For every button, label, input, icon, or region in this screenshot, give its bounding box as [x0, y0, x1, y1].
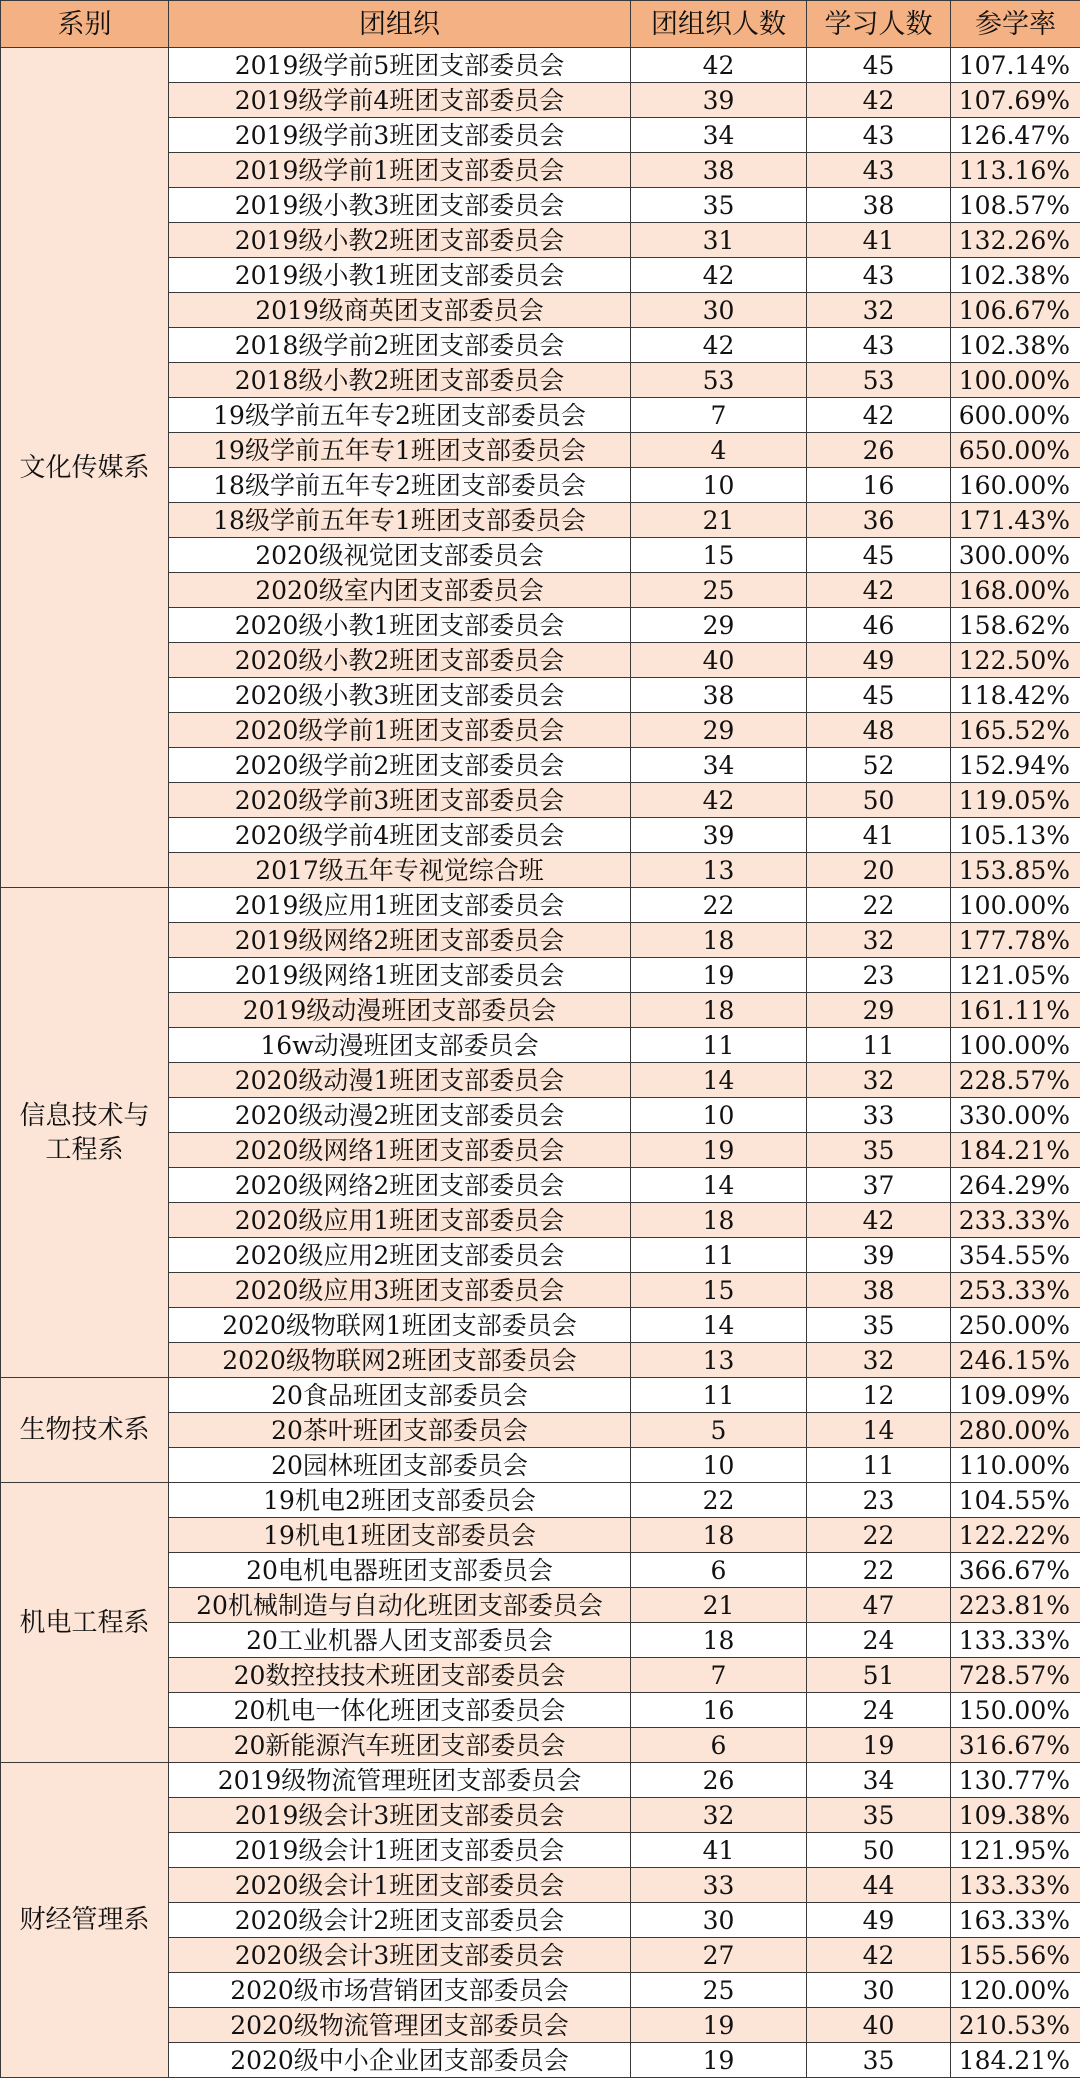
member-count-cell: 29 — [631, 713, 807, 748]
learner-count-cell: 22 — [807, 1553, 951, 1588]
member-count-cell: 41 — [631, 1833, 807, 1868]
organization-cell: 2019级动漫班团支部委员会 — [169, 993, 631, 1028]
learner-count-cell: 43 — [807, 153, 951, 188]
participation-rate-cell: 160.00% — [951, 468, 1080, 503]
learner-count-cell: 41 — [807, 223, 951, 258]
member-count-cell: 18 — [631, 1203, 807, 1238]
participation-rate-cell: 223.81% — [951, 1588, 1080, 1623]
learner-count-cell: 45 — [807, 678, 951, 713]
learner-count-cell: 41 — [807, 818, 951, 853]
organization-cell: 20电机电器班团支部委员会 — [169, 1553, 631, 1588]
member-count-cell: 40 — [631, 643, 807, 678]
header-participation-rate: 参学率 — [951, 1, 1080, 48]
learner-count-cell: 42 — [807, 83, 951, 118]
organization-cell: 2020级物流管理团支部委员会 — [169, 2008, 631, 2043]
member-count-cell: 34 — [631, 748, 807, 783]
participation-rate-cell: 107.69% — [951, 83, 1080, 118]
organization-cell: 2019级小教2班团支部委员会 — [169, 223, 631, 258]
member-count-cell: 14 — [631, 1168, 807, 1203]
participation-rate-cell: 210.53% — [951, 2008, 1080, 2043]
member-count-cell: 13 — [631, 1343, 807, 1378]
member-count-cell: 13 — [631, 853, 807, 888]
learner-count-cell: 35 — [807, 1308, 951, 1343]
department-cell: 文化传媒系 — [1, 48, 169, 888]
learner-count-cell: 49 — [807, 643, 951, 678]
member-count-cell: 4 — [631, 433, 807, 468]
participation-rate-cell: 161.11% — [951, 993, 1080, 1028]
organization-cell: 20新能源汽车班团支部委员会 — [169, 1728, 631, 1763]
organization-cell: 20数控技技术班团支部委员会 — [169, 1658, 631, 1693]
organization-cell: 2020级网络2班团支部委员会 — [169, 1168, 631, 1203]
member-count-cell: 10 — [631, 1448, 807, 1483]
learner-count-cell: 30 — [807, 1973, 951, 2008]
participation-rate-cell: 100.00% — [951, 363, 1080, 398]
member-count-cell: 26 — [631, 1763, 807, 1798]
organization-cell: 2019级学前3班团支部委员会 — [169, 118, 631, 153]
organization-cell: 2020级动漫1班团支部委员会 — [169, 1063, 631, 1098]
organization-cell: 20茶叶班团支部委员会 — [169, 1413, 631, 1448]
learner-count-cell: 22 — [807, 888, 951, 923]
organization-cell: 2020级视觉团支部委员会 — [169, 538, 631, 573]
participation-rate-cell: 130.77% — [951, 1763, 1080, 1798]
member-count-cell: 21 — [631, 1588, 807, 1623]
learner-count-cell: 45 — [807, 48, 951, 83]
learner-count-cell: 46 — [807, 608, 951, 643]
organization-cell: 16w动漫班团支部委员会 — [169, 1028, 631, 1063]
organization-cell: 2019级学前4班团支部委员会 — [169, 83, 631, 118]
learner-count-cell: 50 — [807, 783, 951, 818]
learner-count-cell: 49 — [807, 1903, 951, 1938]
learner-count-cell: 45 — [807, 538, 951, 573]
organization-cell: 19级学前五年专2班团支部委员会 — [169, 398, 631, 433]
participation-rate-cell: 158.62% — [951, 608, 1080, 643]
member-count-cell: 25 — [631, 573, 807, 608]
member-count-cell: 19 — [631, 2008, 807, 2043]
member-count-cell: 18 — [631, 1518, 807, 1553]
member-count-cell: 30 — [631, 293, 807, 328]
learner-count-cell: 38 — [807, 188, 951, 223]
organization-cell: 2020级市场营销团支部委员会 — [169, 1973, 631, 2008]
organization-cell: 2019级会计1班团支部委员会 — [169, 1833, 631, 1868]
member-count-cell: 42 — [631, 258, 807, 293]
member-count-cell: 22 — [631, 888, 807, 923]
learner-count-cell: 24 — [807, 1693, 951, 1728]
organization-cell: 2020级中小企业团支部委员会 — [169, 2043, 631, 2078]
participation-rate-cell: 122.22% — [951, 1518, 1080, 1553]
organization-cell: 2020级动漫2班团支部委员会 — [169, 1098, 631, 1133]
department-cell: 信息技术与工程系 — [1, 888, 169, 1378]
organization-cell: 2019级学前5班团支部委员会 — [169, 48, 631, 83]
learner-count-cell: 23 — [807, 958, 951, 993]
member-count-cell: 29 — [631, 608, 807, 643]
participation-rate-cell: 246.15% — [951, 1343, 1080, 1378]
learner-count-cell: 42 — [807, 398, 951, 433]
member-count-cell: 6 — [631, 1553, 807, 1588]
participation-rate-cell: 354.55% — [951, 1238, 1080, 1273]
learner-count-cell: 39 — [807, 1238, 951, 1273]
participation-rate-cell: 118.42% — [951, 678, 1080, 713]
organization-cell: 19级学前五年专1班团支部委员会 — [169, 433, 631, 468]
learner-count-cell: 47 — [807, 1588, 951, 1623]
learner-count-cell: 24 — [807, 1623, 951, 1658]
member-count-cell: 18 — [631, 923, 807, 958]
participation-rate-cell: 100.00% — [951, 888, 1080, 923]
member-count-cell: 42 — [631, 48, 807, 83]
organization-cell: 2017级五年专视觉综合班 — [169, 853, 631, 888]
organization-cell: 19机电2班团支部委员会 — [169, 1483, 631, 1518]
organization-cell: 20工业机器人团支部委员会 — [169, 1623, 631, 1658]
participation-rate-cell: 330.00% — [951, 1098, 1080, 1133]
participation-rate-cell: 122.50% — [951, 643, 1080, 678]
member-count-cell: 27 — [631, 1938, 807, 1973]
participation-rate-cell: 132.26% — [951, 223, 1080, 258]
learner-count-cell: 29 — [807, 993, 951, 1028]
member-count-cell: 16 — [631, 1693, 807, 1728]
learner-count-cell: 38 — [807, 1273, 951, 1308]
organization-cell: 2020级会计3班团支部委员会 — [169, 1938, 631, 1973]
participation-rate-cell: 366.67% — [951, 1553, 1080, 1588]
member-count-cell: 14 — [631, 1063, 807, 1098]
department-cell: 生物技术系 — [1, 1378, 169, 1483]
learner-count-cell: 35 — [807, 1133, 951, 1168]
participation-rate-cell: 150.00% — [951, 1693, 1080, 1728]
member-count-cell: 32 — [631, 1798, 807, 1833]
learner-count-cell: 43 — [807, 118, 951, 153]
learner-count-cell: 32 — [807, 293, 951, 328]
member-count-cell: 38 — [631, 153, 807, 188]
organization-cell: 2020级学前4班团支部委员会 — [169, 818, 631, 853]
organization-cell: 2020级小教3班团支部委员会 — [169, 678, 631, 713]
learner-count-cell: 42 — [807, 1938, 951, 1973]
participation-rate-cell: 280.00% — [951, 1413, 1080, 1448]
organization-cell: 2020级学前1班团支部委员会 — [169, 713, 631, 748]
learner-count-cell: 48 — [807, 713, 951, 748]
learner-count-cell: 35 — [807, 2043, 951, 2078]
learner-count-cell: 23 — [807, 1483, 951, 1518]
organization-cell: 2020级学前2班团支部委员会 — [169, 748, 631, 783]
member-count-cell: 11 — [631, 1028, 807, 1063]
participation-rate-cell: 121.95% — [951, 1833, 1080, 1868]
organization-cell: 2020级小教2班团支部委员会 — [169, 643, 631, 678]
organization-cell: 2019级小教1班团支部委员会 — [169, 258, 631, 293]
participation-rate-cell: 228.57% — [951, 1063, 1080, 1098]
participation-rate-cell: 650.00% — [951, 433, 1080, 468]
participation-rate-cell: 153.85% — [951, 853, 1080, 888]
learner-count-cell: 43 — [807, 258, 951, 293]
header-department: 系别 — [1, 1, 169, 48]
table-row — [1, 1763, 1080, 1798]
organization-cell: 2019级会计3班团支部委员会 — [169, 1798, 631, 1833]
participation-rate-cell: 102.38% — [951, 258, 1080, 293]
department-cell: 财经管理系 — [1, 1763, 169, 2078]
participation-rate-cell: 264.29% — [951, 1168, 1080, 1203]
learner-count-cell: 51 — [807, 1658, 951, 1693]
learner-count-cell: 12 — [807, 1378, 951, 1413]
organization-cell: 2020级室内团支部委员会 — [169, 573, 631, 608]
organization-cell: 2018级小教2班团支部委员会 — [169, 363, 631, 398]
organization-cell: 2019级商英团支部委员会 — [169, 293, 631, 328]
table-row — [1, 48, 1080, 83]
member-count-cell: 11 — [631, 1378, 807, 1413]
participation-rate-cell: 133.33% — [951, 1623, 1080, 1658]
member-count-cell: 21 — [631, 503, 807, 538]
participation-rate-cell: 300.00% — [951, 538, 1080, 573]
member-count-cell: 33 — [631, 1868, 807, 1903]
participation-rate-cell: 102.38% — [951, 328, 1080, 363]
learner-count-cell: 11 — [807, 1448, 951, 1483]
member-count-cell: 39 — [631, 818, 807, 853]
organization-cell: 20机电一体化班团支部委员会 — [169, 1693, 631, 1728]
organization-cell: 2019级网络2班团支部委员会 — [169, 923, 631, 958]
learner-count-cell: 32 — [807, 1343, 951, 1378]
learner-count-cell: 11 — [807, 1028, 951, 1063]
learner-count-cell: 16 — [807, 468, 951, 503]
organization-cell: 2020级会计1班团支部委员会 — [169, 1868, 631, 1903]
learner-count-cell: 53 — [807, 363, 951, 398]
table-row — [1, 1483, 1080, 1518]
member-count-cell: 19 — [631, 958, 807, 993]
participation-rate-cell: 106.67% — [951, 293, 1080, 328]
learner-count-cell: 32 — [807, 923, 951, 958]
participation-rate-cell: 600.00% — [951, 398, 1080, 433]
member-count-cell: 11 — [631, 1238, 807, 1273]
member-count-cell: 19 — [631, 1133, 807, 1168]
participation-rate-cell: 126.47% — [951, 118, 1080, 153]
learner-count-cell: 43 — [807, 328, 951, 363]
participation-rate-cell: 105.13% — [951, 818, 1080, 853]
participation-rate-cell: 104.55% — [951, 1483, 1080, 1518]
participation-rate-cell: 119.05% — [951, 783, 1080, 818]
member-count-cell: 15 — [631, 1273, 807, 1308]
member-count-cell: 35 — [631, 188, 807, 223]
organization-cell: 2020级应用3班团支部委员会 — [169, 1273, 631, 1308]
header-organization: 团组织 — [169, 1, 631, 48]
participation-rate-cell: 108.57% — [951, 188, 1080, 223]
participation-rate-cell: 113.16% — [951, 153, 1080, 188]
participation-rate-cell: 250.00% — [951, 1308, 1080, 1343]
organization-cell: 2020级学前3班团支部委员会 — [169, 783, 631, 818]
participation-rate-cell: 163.33% — [951, 1903, 1080, 1938]
learner-count-cell: 36 — [807, 503, 951, 538]
participation-rate-cell: 168.00% — [951, 573, 1080, 608]
learner-count-cell: 42 — [807, 1203, 951, 1238]
member-count-cell: 42 — [631, 783, 807, 818]
header-member-count: 团组织人数 — [631, 1, 807, 48]
member-count-cell: 30 — [631, 1903, 807, 1938]
participation-rate-cell: 171.43% — [951, 503, 1080, 538]
participation-rate-cell: 133.33% — [951, 1868, 1080, 1903]
member-count-cell: 34 — [631, 118, 807, 153]
member-count-cell: 42 — [631, 328, 807, 363]
learner-count-cell: 37 — [807, 1168, 951, 1203]
organization-cell: 2020级物联网2班团支部委员会 — [169, 1343, 631, 1378]
learner-count-cell: 32 — [807, 1063, 951, 1098]
participation-rate-cell: 233.33% — [951, 1203, 1080, 1238]
organization-cell: 2019级小教3班团支部委员会 — [169, 188, 631, 223]
organization-cell: 2020级会计2班团支部委员会 — [169, 1903, 631, 1938]
learner-count-cell: 20 — [807, 853, 951, 888]
learner-count-cell: 33 — [807, 1098, 951, 1133]
member-count-cell: 15 — [631, 538, 807, 573]
header-learner-count: 学习人数 — [807, 1, 951, 48]
participation-rate-cell: 184.21% — [951, 1133, 1080, 1168]
organization-cell: 18级学前五年专2班团支部委员会 — [169, 468, 631, 503]
organization-cell: 2019级学前1班团支部委员会 — [169, 153, 631, 188]
member-count-cell: 19 — [631, 2043, 807, 2078]
learner-count-cell: 42 — [807, 573, 951, 608]
member-count-cell: 7 — [631, 398, 807, 433]
organization-cell: 2020级应用1班团支部委员会 — [169, 1203, 631, 1238]
participation-rate-cell: 152.94% — [951, 748, 1080, 783]
learner-count-cell: 19 — [807, 1728, 951, 1763]
member-count-cell: 53 — [631, 363, 807, 398]
organization-cell: 2018级学前2班团支部委员会 — [169, 328, 631, 363]
table-body — [1, 48, 1080, 2078]
member-count-cell: 10 — [631, 468, 807, 503]
learner-count-cell: 40 — [807, 2008, 951, 2043]
member-count-cell: 25 — [631, 1973, 807, 2008]
learner-count-cell: 14 — [807, 1413, 951, 1448]
organization-cell: 19机电1班团支部委员会 — [169, 1518, 631, 1553]
organization-cell: 20机械制造与自动化班团支部委员会 — [169, 1588, 631, 1623]
participation-rate-cell: 184.21% — [951, 2043, 1080, 2078]
learner-count-cell: 44 — [807, 1868, 951, 1903]
participation-rate-cell: 177.78% — [951, 923, 1080, 958]
member-count-cell: 5 — [631, 1413, 807, 1448]
participation-rate-cell: 100.00% — [951, 1028, 1080, 1063]
learner-count-cell: 34 — [807, 1763, 951, 1798]
member-count-cell: 38 — [631, 678, 807, 713]
participation-rate-cell: 121.05% — [951, 958, 1080, 993]
organization-cell: 20园林班团支部委员会 — [169, 1448, 631, 1483]
organization-cell: 2020级应用2班团支部委员会 — [169, 1238, 631, 1273]
member-count-cell: 22 — [631, 1483, 807, 1518]
participation-rate-cell: 253.33% — [951, 1273, 1080, 1308]
organization-cell: 2020级物联网1班团支部委员会 — [169, 1308, 631, 1343]
organization-cell: 2020级网络1班团支部委员会 — [169, 1133, 631, 1168]
learner-count-cell: 22 — [807, 1518, 951, 1553]
participation-rate-cell: 109.38% — [951, 1798, 1080, 1833]
department-cell: 机电工程系 — [1, 1483, 169, 1763]
table-row — [1, 1378, 1080, 1413]
member-count-cell: 14 — [631, 1308, 807, 1343]
learner-count-cell: 26 — [807, 433, 951, 468]
member-count-cell: 7 — [631, 1658, 807, 1693]
participation-rate-cell: 165.52% — [951, 713, 1080, 748]
learner-count-cell: 50 — [807, 1833, 951, 1868]
participation-rate-cell: 155.56% — [951, 1938, 1080, 1973]
participation-rate-cell: 109.09% — [951, 1378, 1080, 1413]
member-count-cell: 18 — [631, 993, 807, 1028]
member-count-cell: 18 — [631, 1623, 807, 1658]
member-count-cell: 10 — [631, 1098, 807, 1133]
learner-count-cell: 35 — [807, 1798, 951, 1833]
learner-count-cell: 52 — [807, 748, 951, 783]
member-count-cell: 31 — [631, 223, 807, 258]
participation-rate-cell: 728.57% — [951, 1658, 1080, 1693]
participation-rate-cell: 316.67% — [951, 1728, 1080, 1763]
table-row — [1, 888, 1080, 923]
participation-rate-cell: 120.00% — [951, 1973, 1080, 2008]
organization-cell: 2019级应用1班团支部委员会 — [169, 888, 631, 923]
participation-rate-cell: 107.14% — [951, 48, 1080, 83]
participation-rate-cell: 110.00% — [951, 1448, 1080, 1483]
organization-cell: 2019级网络1班团支部委员会 — [169, 958, 631, 993]
organization-cell: 2020级小教1班团支部委员会 — [169, 608, 631, 643]
header-row — [1, 1, 1080, 48]
organization-cell: 2019级物流管理班团支部委员会 — [169, 1763, 631, 1798]
organization-cell: 18级学前五年专1班团支部委员会 — [169, 503, 631, 538]
organization-cell: 20食品班团支部委员会 — [169, 1378, 631, 1413]
member-count-cell: 39 — [631, 83, 807, 118]
member-count-cell: 6 — [631, 1728, 807, 1763]
